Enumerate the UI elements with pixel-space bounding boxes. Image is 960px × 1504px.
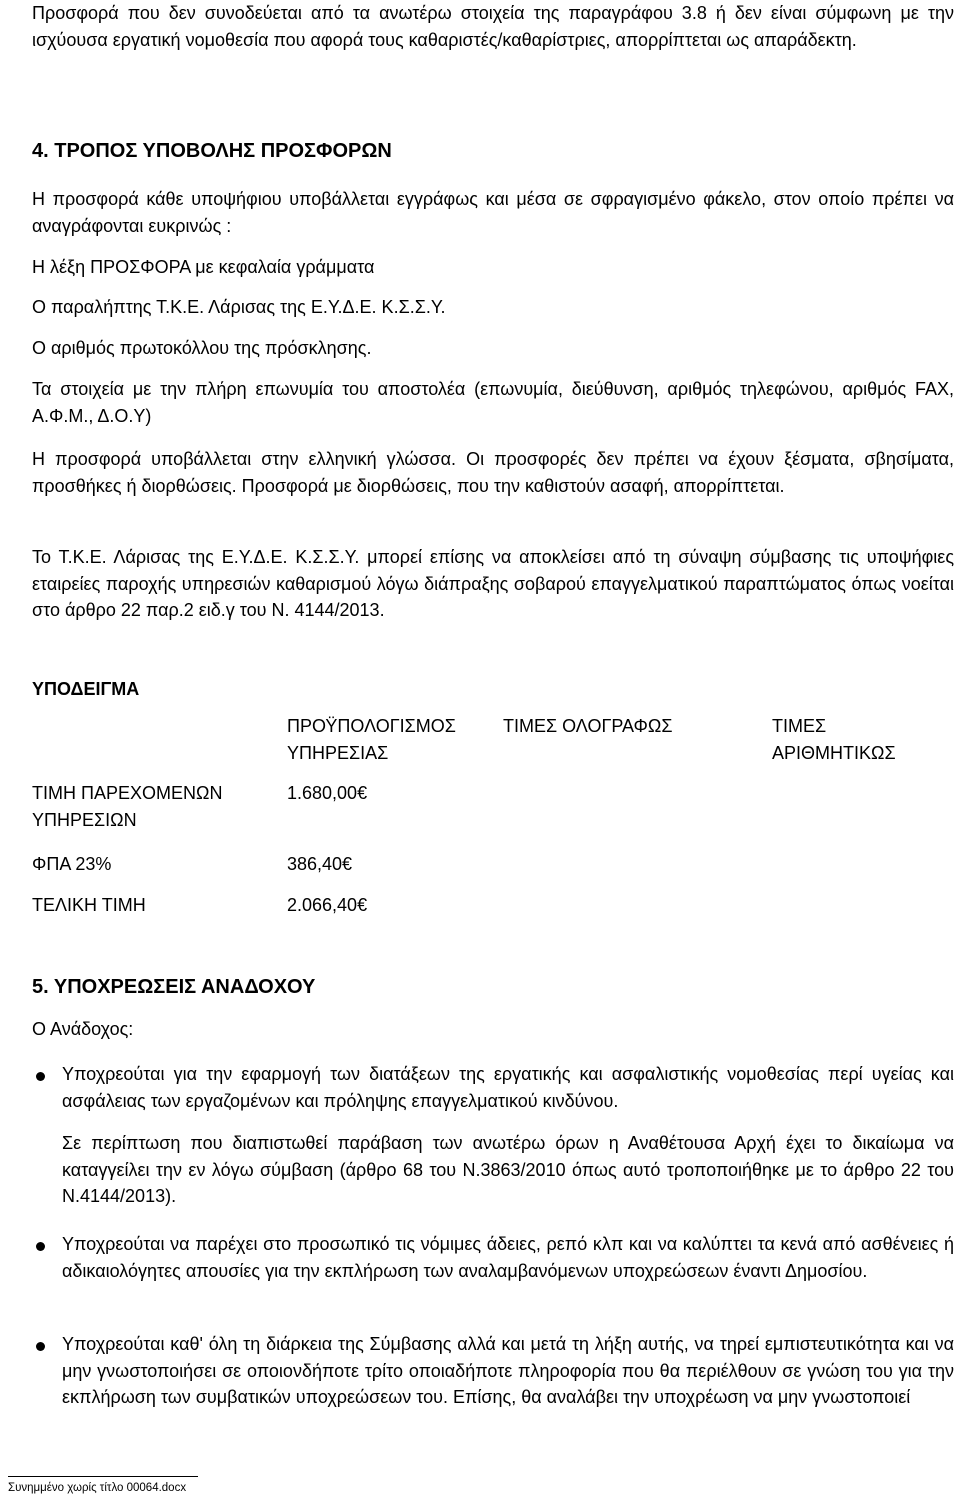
sample-row-value: 1.680,00€ xyxy=(287,783,368,803)
footer-filename: Συνημμένο χωρίς τίτλο 00064.docx xyxy=(8,1482,187,1494)
section-4-line-3: Ο αριθμός πρωτοκόλλου της πρόσκλησης. xyxy=(32,338,372,358)
section-4-paragraph-3: Η προσφορά υποβάλλεται στην ελληνική γλώσσα. Οι προσφορές δεν πρέπει να έχουν ξέσματα, σβησίματα, προσθήκες ή διορθώσεις. Προσφορά με διορθώσεις, που την καθιστούν ασαφή, απορρίπτεται. xyxy=(32,449,954,496)
sample-row-label: ΤΕΛΙΚΗ ΤΙΜΗ xyxy=(32,895,146,915)
sample-col-budget: ΠΡΟΫΠΟΛΟΓΙΣΜΟΣ ΥΠΗΡΕΣΙΑΣ xyxy=(287,716,456,763)
sample-heading: ΥΠΟΔΕΙΓΜΑ xyxy=(32,679,140,699)
section-4-paragraph-4: Το Τ.Κ.Ε. Λάρισας της Ε.Υ.Δ.Ε. Κ.Σ.Σ.Υ. μπορεί επίσης να αποκλείσει από τη σύναψη σύμβασης τις υποψήφιες εταιρείες παροχής υπηρεσιών καθαρισμού λόγω διάπραξης σοβαρού επαγγελματικού παραπτώματος όπως νοείται στο άρθρο 22 παρ.2 ειδ.γ του Ν. 4144/2013. xyxy=(32,547,954,620)
sample-col-numbers: ΤΙΜΕΣ ΑΡΙΘΜΗΤΙΚΩΣ xyxy=(772,716,896,763)
bullet-item-2: Υποχρεούται να παρέχει στο προσωπικό τις νόμιμες άδειες, ρεπό κλπ και να καλύπτει τα κενά από ασθένειες ή αδικαιολόγητες απουσίες για την εκπλήρωση των αναλαμβανόμενων υποχρεώσεων έναντι Δημοσίου. xyxy=(62,1234,954,1281)
footer-divider xyxy=(8,1476,198,1477)
sample-row-label: ΤΙΜΗ ΠΑΡΕΧΟΜΕΝΩΝ ΥΠΗΡΕΣΙΩΝ xyxy=(32,783,223,830)
section-5-subheading: Ο Ανάδοχος: xyxy=(32,1019,134,1039)
bullet-item-1-continuation: Σε περίπτωση που διαπιστωθεί παράβαση των ανωτέρω όρων η Αναθέτουσα Αρχή έχει το δικαίωμα να καταγγείλει την εν λόγω σύμβαση (άρθρο 68 του Ν.3863/2010 όπως αυτό τροποποιήθηκε με το άρθρο 22 του Ν.4144/2013). xyxy=(62,1133,954,1206)
section-5-heading: 5. ΥΠΟΧΡΕΩΣΕΙΣ ΑΝΑΔΟΧΟΥ xyxy=(32,976,316,998)
bullet-item-1: Υποχρεούται για την εφαρμογή των διατάξεων της εργατικής και ασφαλιστικής νομοθεσίας περί υγείας και ασφάλειας των εργαζομένων και πρόληψης επαγγελματικού κινδύνου. xyxy=(62,1064,954,1111)
sample-row-value: 2.066,40€ xyxy=(287,895,368,915)
sample-col-words: ΤΙΜΕΣ ΟΛΟΓΡΑΦΩΣ xyxy=(503,716,673,736)
section-4-line-2: Ο παραλήπτης Τ.Κ.Ε. Λάρισας της Ε.Υ.Δ.Ε. Κ.Σ.Σ.Υ. xyxy=(32,297,446,317)
bullet-item-3: Υποχρεούται καθ' όλη τη διάρκεια της Σύμβασης αλλά και μετά τη λήξη αυτής, να τηρεί εμπιστευτικότητα και να μην γνωστοποιήσει σε οποιονδήποτε τρίτο οποιαδήποτε πληροφορία που θα περιέλθουν σε γνώση του για την εκπλήρωση των συμβατικών υποχρεώσεων του. Επίσης, θα αναλάβει την υποχρέωση να μην γνωστοποιεί xyxy=(62,1334,954,1407)
intro-paragraph: Προσφορά που δεν συνοδεύεται από τα ανωτέρω στοιχεία της παραγράφου 3.8 ή δεν είναι σύμφωνη με την ισχύουσα εργατική νομοθεσία που αφορά τους καθαριστές/καθαρίστριες, απορρίπτεται ως απαράδεκτη. xyxy=(32,3,954,50)
section-4-paragraph-2: Τα στοιχεία με την πλήρη επωνυμία του αποστολέα (επωνυμία, διεύθυνση, αριθμός τηλεφώνου, αριθμός FAX, Α.Φ.Μ., Δ.Ο.Υ) xyxy=(32,379,954,426)
section-4-line-1: Η λέξη ΠΡΟΣΦΟΡΑ με κεφαλαία γράμματα xyxy=(32,257,375,277)
section-4-paragraph-1: Η προσφορά κάθε υποψήφιου υποβάλλεται εγγράφως και μέσα σε σφραγισμένο φάκελο, στον οποίο πρέπει να αναγράφονται ευκρινώς : xyxy=(32,189,954,236)
bullet-icon xyxy=(36,1072,45,1081)
section-4-heading: 4. ΤΡΟΠΟΣ ΥΠΟΒΟΛΗΣ ΠΡΟΣΦΟΡΩΝ xyxy=(32,140,392,162)
sample-row-label: ΦΠΑ 23% xyxy=(32,854,112,874)
sample-row-value: 386,40€ xyxy=(287,854,353,874)
bullet-icon xyxy=(36,1342,45,1351)
bullet-icon xyxy=(36,1242,45,1251)
